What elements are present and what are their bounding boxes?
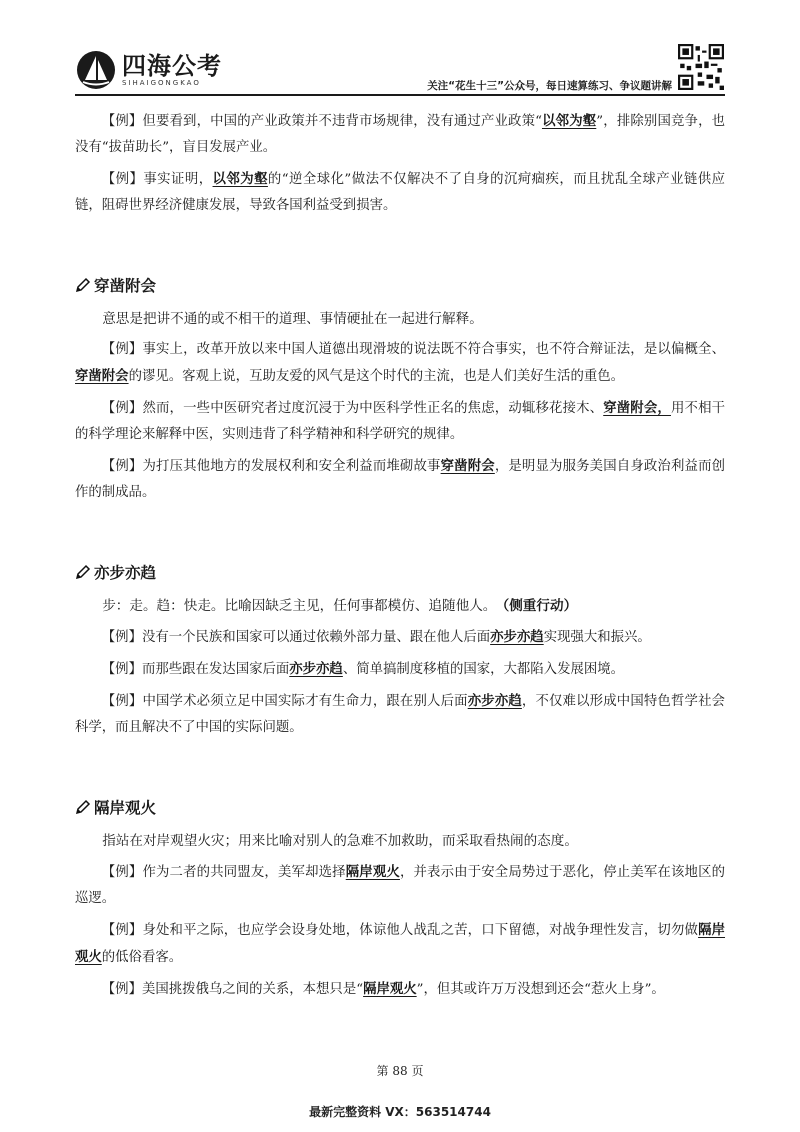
definition-note: （侧重行动） [502,598,578,614]
logo-chinese-text: 四海公考 [122,51,222,80]
section-title: 隔岸观火 [75,796,725,818]
logo [76,50,222,90]
definition: 指站在对岸观望火灾；用来比喻对别人的急难不加救助，而采取看热闹的态度。 [102,833,578,849]
example-paragraph: 【例】没有一个民族和国家可以通过依赖外部力量、跟在他人后面亦步亦趋实现强大和振兴。 [101,629,651,645]
example-paragraph: 【例】身处和平之际，也应学会设身处地，体谅他人战乱之苦，口下留德，对战争理性发言，切勿做隔岸观火的低俗看客。 [75,922,726,965]
definition: 意思是把讲不通的或不相干的道理、事情硬扯在一起进行解释。 [102,311,483,327]
section-title: 穿凿附会 [75,274,725,296]
footer-contact: 最新完整资料 VX：563514744 [309,1105,491,1119]
logo-english-text: SIHAIGONGKAO [122,78,201,87]
pencil-icon [75,799,91,815]
section-title: 亦步亦趋 [75,561,725,583]
definition: 步：走。趋：快走。比喻因缺乏主见，任何事都模仿、追随他人。 （侧重行动） [102,598,578,614]
page-header [0,0,800,100]
page-number: 第 88 页 [376,1064,424,1078]
page-content [75,108,725,1008]
header-tagline: 关注“花生十三”公众号，每日速算练习、争议题讲解 [427,80,672,92]
pencil-icon [75,277,91,293]
header-divider [75,94,725,96]
example-paragraph: 【例】事实上，改革开放以来中国人道德出现滑坡的说法既不符合事实，也不符合辩证法，是以偏概全、穿凿附会的谬见。客观上说，互助友爱的风气是这个时代的主流，也是人们美好生活的重色。 [75,342,725,384]
example-paragraph: 【例】美国挑拨俄乌之间的关系，本想只是“隔岸观火”，但其或许万万没想到还会“惹火上身”。 [101,981,665,997]
sailboat-logo-icon [76,50,116,90]
example-paragraph: 【例】作为二者的共同盟友，美军却选择隔岸观火，并表示由于安全局势过于恶化，停止美军在该地区的巡逻。 [75,864,726,906]
pencil-icon [75,564,91,580]
example-paragraph: 【例】但要看到，中国的产业政策并不违背市场规律，没有通过产业政策“以邻为壑”，排除别国竞争，也没有“拔苗助长”，盲目发展产业。 [75,113,726,155]
example-paragraph: 【例】而那些跟在发达国家后面亦步亦趋、简单搞制度移植的国家，大都陷入发展困境。 [101,661,625,677]
example-paragraph: 【例】中国学术必须立足中国实际才有生命力，跟在别人后面亦步亦趋，不仅难以形成中国特色哲学社会科学，而且解决不了中国的实际问题。 [75,693,726,735]
example-paragraph: 【例】然而，一些中医研究者过度沉浸于为中医科学性正名的焦虑，动辄移花接木、穿凿附会，用不相干的科学理论来解释中医，实则违背了科学精神和科学研究的规律。 [75,400,726,442]
example-paragraph: 【例】为打压其他地方的发展权利和安全利益而堆砌故事穿凿附会，是明显为服务美国自身政治利益而创作的制成品。 [75,458,726,500]
qr-code-icon [678,44,724,90]
example-paragraph: 【例】事实证明，以邻为壑的“逆全球化”做法不仅解决不了自身的沉疴痼疾，而且扰乱全球产业链供应链，阻碍世界经济健康发展，导致各国利益受到损害。 [75,171,726,213]
